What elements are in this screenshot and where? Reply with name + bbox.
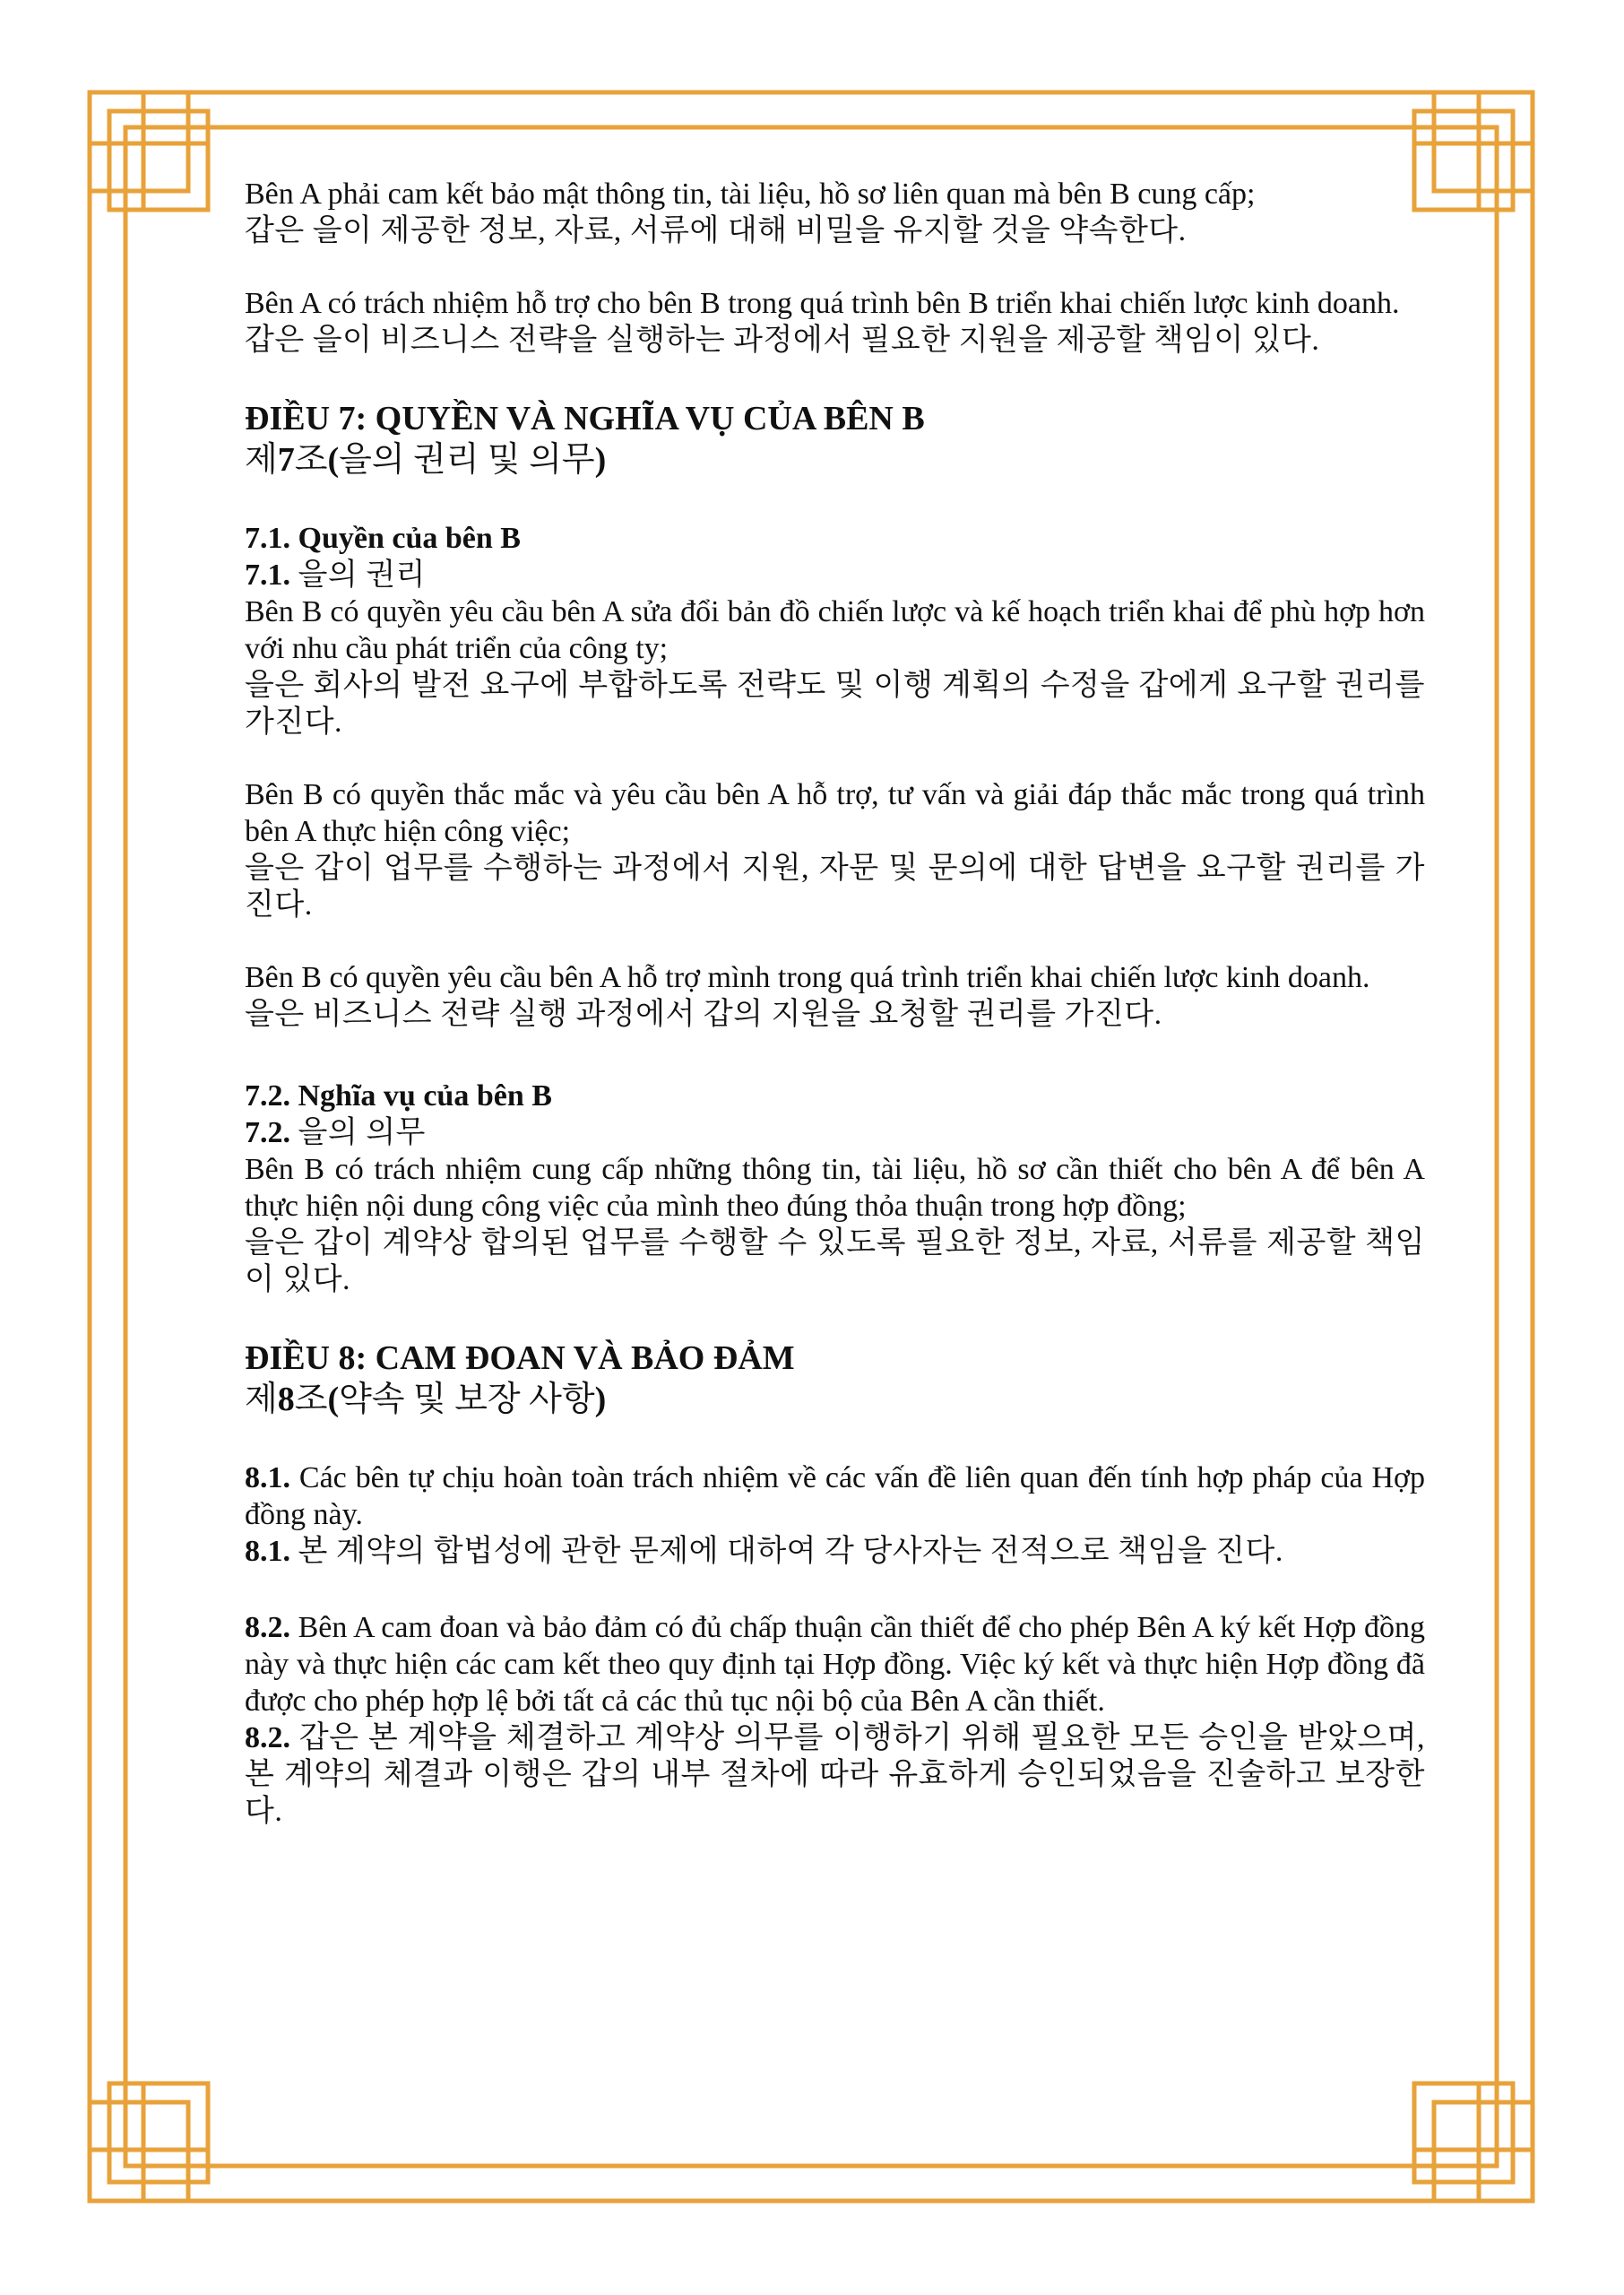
spacer bbox=[245, 740, 1425, 776]
title-kr-text: 을의 권리 및 의무 bbox=[339, 441, 595, 479]
paragraph-8-2-kr bbox=[245, 1719, 1425, 1830]
paragraph-7-1-3-vi: Bên B có quyền yêu cầu bên A hỗ trợ mình trong quá trình triển khai chiến lược kinh doanh. bbox=[245, 961, 1370, 994]
title-kr-rest: 조 bbox=[294, 441, 328, 479]
paragraph-7-1-1-vi: Bên B có quyền yêu cầu bên A sửa đổi bản đồ chiến lược và kế hoạch triển khai để phù hợp hơn với nhu cầu phát triển của công ty; bbox=[245, 595, 1425, 665]
spacer bbox=[245, 1420, 1425, 1459]
article-7-title: ĐIỀU 7: QUYỀN VÀ NGHĨA VỤ CỦA BÊN B bbox=[245, 400, 925, 437]
section-7-1-title: 7.1. Quyền của bên B bbox=[245, 522, 521, 555]
title-kr-rest: 조 bbox=[294, 1381, 328, 1418]
spacer bbox=[245, 1298, 1425, 1338]
paragraph-intro-1-kr: 갑은 을이 제공한 정보, 자료, 서류에 대해 비밀을 유지할 것을 약속한다. bbox=[245, 214, 1187, 247]
article-7-title-kr bbox=[245, 439, 1425, 481]
title-kr-close: ) bbox=[594, 441, 607, 479]
document-body bbox=[245, 176, 1425, 1830]
paragraph-8-1-kr bbox=[245, 1533, 1425, 1570]
section-7-2-title: 7.2. Nghĩa vụ của bên B bbox=[245, 1079, 552, 1113]
title-kr-prefix: 제 bbox=[245, 1381, 278, 1418]
title-kr-paren: ( bbox=[327, 1381, 340, 1418]
title-kr-text: 약속 및 보장 사항 bbox=[339, 1381, 595, 1418]
paragraph-text-kr: 본 계약의 합법성에 관한 문제에 대하여 각 당사자는 전적으로 책임을 진다. bbox=[298, 1535, 1283, 1568]
section-7-1-title-kr bbox=[245, 557, 1425, 593]
paragraph-7-2-1-vi: Bên B có trách nhiệm cung cấp những thông tin, tài liệu, hồ sơ cần thiết cho bên A để bên A thực hiện nội dung công việc của mình theo đúng thỏa thuận trong hợp đồng; bbox=[245, 1153, 1425, 1223]
paragraph-8-2-vi bbox=[245, 1609, 1425, 1719]
spacer bbox=[245, 1033, 1425, 1078]
spacer bbox=[245, 1570, 1425, 1609]
section-number: 8.1. bbox=[245, 1461, 290, 1494]
article-8-title-kr bbox=[245, 1379, 1425, 1420]
section-number: 8.2. bbox=[245, 1721, 290, 1754]
title-kr-num: 7 bbox=[277, 441, 295, 479]
spacer bbox=[245, 481, 1425, 520]
section-number: 7.2. bbox=[245, 1116, 290, 1149]
paragraph-intro-2-vi: Bên A có trách nhiệm hỗ trợ cho bên B trong quá trình bên B triển khai chiến lược kinh doanh. bbox=[245, 287, 1400, 320]
title-kr-paren: ( bbox=[327, 441, 340, 479]
spacer bbox=[245, 923, 1425, 959]
paragraph-7-1-3-kr: 을은 비즈니스 전략 실행 과정에서 갑의 지원을 요청할 권리를 가진다. bbox=[245, 998, 1162, 1031]
paragraph-text: Các bên tự chịu hoàn toàn trách nhiệm về các vấn đề liên quan đến tính hợp pháp của Hợp đồng này. bbox=[245, 1461, 1426, 1531]
spacer bbox=[245, 249, 1425, 285]
paragraph-intro-2-kr: 갑은 을이 비즈니스 전략을 실행하는 과정에서 필요한 지원을 제공할 책임이 있다. bbox=[245, 324, 1320, 357]
paragraph-text: Bên A cam đoan và bảo đảm có đủ chấp thuận cần thiết để cho phép Bên A ký kết Hợp đồng này và thực hiện các cam kết theo quy định tại Hợp đồng. Việc ký kết và thực hiện Hợp đồng đã được cho phép hợp lệ bởi tất cả các thủ tục nội bộ của Bên A cần thiết. bbox=[245, 1611, 1426, 1718]
paragraph-7-2-1-kr: 을은 갑이 계약상 합의된 업무를 수행할 수 있도록 필요한 정보, 자료, 서류를 제공할 책임이 있다. bbox=[245, 1226, 1425, 1296]
paragraph-8-1-vi bbox=[245, 1459, 1425, 1533]
paragraph-7-1-2-kr: 을은 갑이 업무를 수행하는 과정에서 지원, 자문 및 문의에 대한 답변을 요구할 권리를 가진다. bbox=[245, 852, 1425, 922]
spacer bbox=[245, 359, 1425, 398]
section-title-kr: 을의 의무 bbox=[298, 1116, 426, 1149]
paragraph-7-1-2-vi: Bên B có quyền thắc mắc và yêu cầu bên A hỗ trợ, tư vấn và giải đáp thắc mắc trong quá trình bên A thực hiện công việc; bbox=[245, 778, 1425, 848]
title-kr-prefix: 제 bbox=[245, 441, 278, 479]
title-kr-close: ) bbox=[594, 1381, 607, 1418]
section-number: 7.1. bbox=[245, 559, 290, 592]
paragraph-text-kr: 갑은 본 계약을 체결하고 계약상 의무를 이행하기 위해 필요한 모든 승인을 받았으며, 본 계약의 체결과 이행은 갑의 내부 절차에 따라 유효하게 승인되었음을 진술하고 보장한다. bbox=[245, 1721, 1426, 1828]
title-kr-num: 8 bbox=[277, 1381, 295, 1418]
section-number: 8.1. bbox=[245, 1535, 290, 1568]
paragraph-7-1-1-kr: 을은 회사의 발전 요구에 부합하도록 전략도 및 이행 계획의 수정을 갑에게 요구할 권리를 가진다. bbox=[245, 669, 1425, 739]
paragraph-intro-1-vi: Bên A phải cam kết bảo mật thông tin, tài liệu, hồ sơ liên quan mà bên B cung cấp; bbox=[245, 178, 1256, 211]
section-7-2-title-kr bbox=[245, 1114, 1425, 1151]
section-number: 8.2. bbox=[245, 1611, 290, 1644]
article-8-title: ĐIỀU 8: CAM ĐOAN VÀ BẢO ĐẢM bbox=[245, 1339, 795, 1377]
section-title-kr: 을의 권리 bbox=[298, 559, 426, 592]
